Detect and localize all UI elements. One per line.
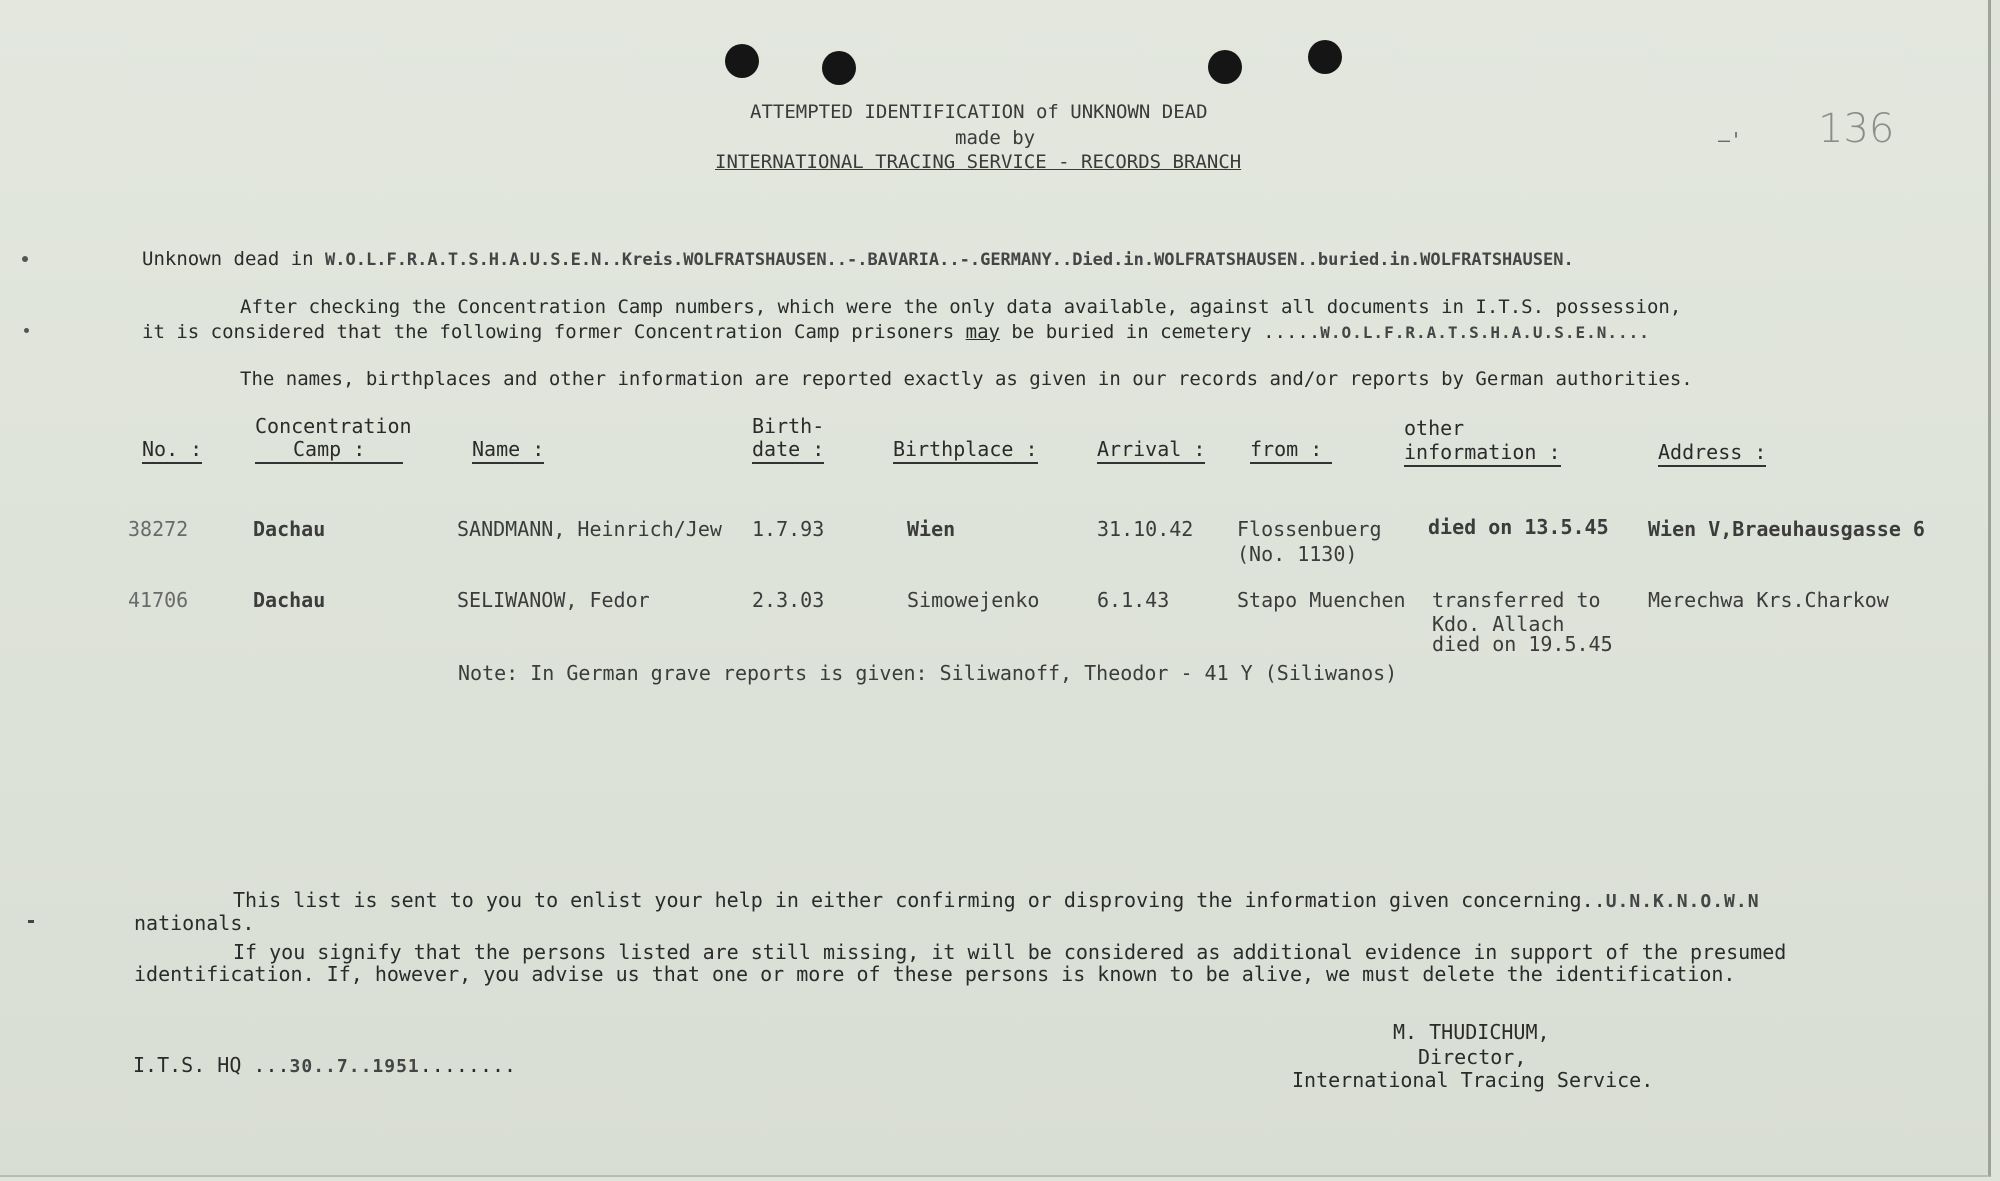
intro-line-2-end: be buried in cemetery ..... — [1011, 321, 1321, 343]
row-1-camp: Dachau — [253, 517, 326, 541]
row-1-from-2: (No. 1130) — [1237, 542, 1358, 566]
closing-nationality: U.N.K.N.O.W.N — [1605, 891, 1760, 912]
row-2-address: Merechwa Krs.Charkow — [1648, 588, 1889, 612]
col-header-name-label: Name : — [472, 437, 544, 464]
row-2-other-2: Kdo. Allach — [1432, 612, 1565, 636]
row-2-from-1: Stapo Muenchen — [1237, 588, 1406, 612]
col-header-other-top: other — [1404, 416, 1465, 440]
intro-paragraph-line-2 — [142, 321, 1650, 343]
col-header-from — [1250, 437, 1332, 461]
signatory-name: M. THUDICHUM, — [1393, 1020, 1550, 1044]
unknown-dead-label: Unknown dead in — [142, 248, 314, 270]
closing-paragraph-2-line-1: If you signify that the persons listed are still missing, it will be considered as additional evidence in support of the presumed — [233, 940, 1787, 964]
col-header-from-label: from : — [1250, 437, 1332, 464]
row-1-from-1: Flossenbuerg — [1237, 517, 1382, 541]
margin-mark-2 — [24, 328, 29, 333]
col-header-birth-top: Birth- — [752, 414, 825, 438]
margin-mark-3 — [28, 920, 34, 923]
row-2-name: SELIWANOW, Fedor — [457, 588, 650, 612]
header-made-by: made by — [955, 127, 1036, 149]
closing-paragraph-2-line-2: identification. If, however, you advise us that one or more of these persons is known to be alive, we must delete the identification. — [134, 962, 1736, 986]
punch-hole-3 — [1208, 50, 1242, 84]
col-header-birthdate — [752, 437, 824, 461]
col-header-name — [472, 437, 544, 461]
intro-paragraph-line-1: After checking the Concentration Camp numbers, which were the only data available, against all documents in I.T.S. possession, — [240, 296, 1682, 318]
col-header-birthplace-label: Birthplace : — [893, 437, 1038, 464]
signatory-organization: International Tracing Service. — [1292, 1068, 1654, 1092]
col-header-arrival-label: Arrival : — [1097, 437, 1205, 464]
row-1-birthplace: Wien — [907, 517, 956, 541]
col-header-arrival — [1097, 437, 1205, 461]
intro-may: may — [965, 321, 1000, 343]
hq-date: 30..7..1951 — [289, 1056, 420, 1077]
col-header-camp-top: Concentration — [255, 414, 412, 438]
row-2-no: 41706 — [128, 588, 189, 612]
intro-line-2-start: it is considered that the following former Concentration Camp prisoners — [142, 321, 955, 343]
hq-dots: ........ — [419, 1053, 517, 1077]
col-header-other — [1404, 440, 1561, 464]
row-2-other-3: died on 19.5.45 — [1432, 632, 1613, 656]
grave-report-note: Note: In German grave reports is given: Siliwanoff, Theodor - 41 Y (Siliwanos) — [458, 661, 1398, 685]
unknown-dead-line — [142, 248, 1574, 270]
burial-location: W.O.L.F.R.A.T.S.H.A.U.S.E.N..Kreis.WOLFRATSHAUSEN..-.BAVARIA..-.GERMANY..Died.in.WOLFRATSHAUSEN..buried.in.WOLFRATSHAUSEN. — [325, 250, 1574, 270]
page-mark: —' — [1718, 128, 1743, 152]
col-header-other-label: information : — [1404, 440, 1561, 467]
col-header-birthdate-label: date : — [752, 437, 824, 464]
records-note-paragraph: The names, birthplaces and other information are reported exactly as given in our records and/or reports by German authorities. — [240, 368, 1693, 390]
col-header-camp — [255, 437, 403, 461]
punch-hole-4 — [1308, 40, 1342, 74]
row-1-name: SANDMANN, Heinrich/Jew — [457, 517, 722, 541]
row-2-arrival: 6.1.43 — [1097, 588, 1170, 612]
punch-hole-2 — [822, 51, 856, 85]
closing-paragraph-1-line-2: nationals. — [134, 911, 255, 935]
col-header-no — [142, 437, 202, 461]
header-organization: INTERNATIONAL TRACING SERVICE - RECORDS BRANCH — [715, 151, 1242, 173]
row-2-camp: Dachau — [253, 588, 326, 612]
row-2-birthdate: 2.3.03 — [752, 588, 825, 612]
margin-mark-1 — [22, 256, 28, 262]
col-header-birthplace — [893, 437, 1038, 461]
punch-hole-1 — [725, 44, 759, 78]
row-1-other-1: died on 13.5.45 — [1428, 515, 1609, 539]
row-1-no: 38272 — [128, 517, 189, 541]
hq-date-line — [133, 1053, 516, 1077]
row-2-birthplace: Simowejenko — [907, 588, 1040, 612]
cemetery-name: W.O.L.F.R.A.T.S.H.A.U.S.E.N.... — [1320, 323, 1650, 342]
signatory-title: Director, — [1418, 1045, 1527, 1069]
page-number: 136 — [1818, 106, 1895, 152]
col-header-camp-label: Camp : — [255, 437, 403, 464]
col-header-address — [1658, 440, 1766, 464]
col-header-address-label: Address : — [1658, 440, 1766, 467]
row-1-birthdate: 1.7.93 — [752, 517, 825, 541]
closing-line-1-text: This list is sent to you to enlist your help in either confirming or disproving the information given concerning.. — [233, 888, 1606, 912]
row-1-address: Wien V,Braeuhausgasse 6 — [1648, 517, 1925, 541]
row-1-arrival: 31.10.42 — [1097, 517, 1194, 541]
col-header-no-label: No. : — [142, 437, 202, 464]
row-2-other-1: transferred to — [1432, 588, 1601, 612]
hq-label: I.T.S. HQ ... — [133, 1053, 290, 1077]
header-title: ATTEMPTED IDENTIFICATION of UNKNOWN DEAD — [750, 101, 1208, 123]
closing-paragraph-1-line-1 — [233, 888, 1760, 912]
